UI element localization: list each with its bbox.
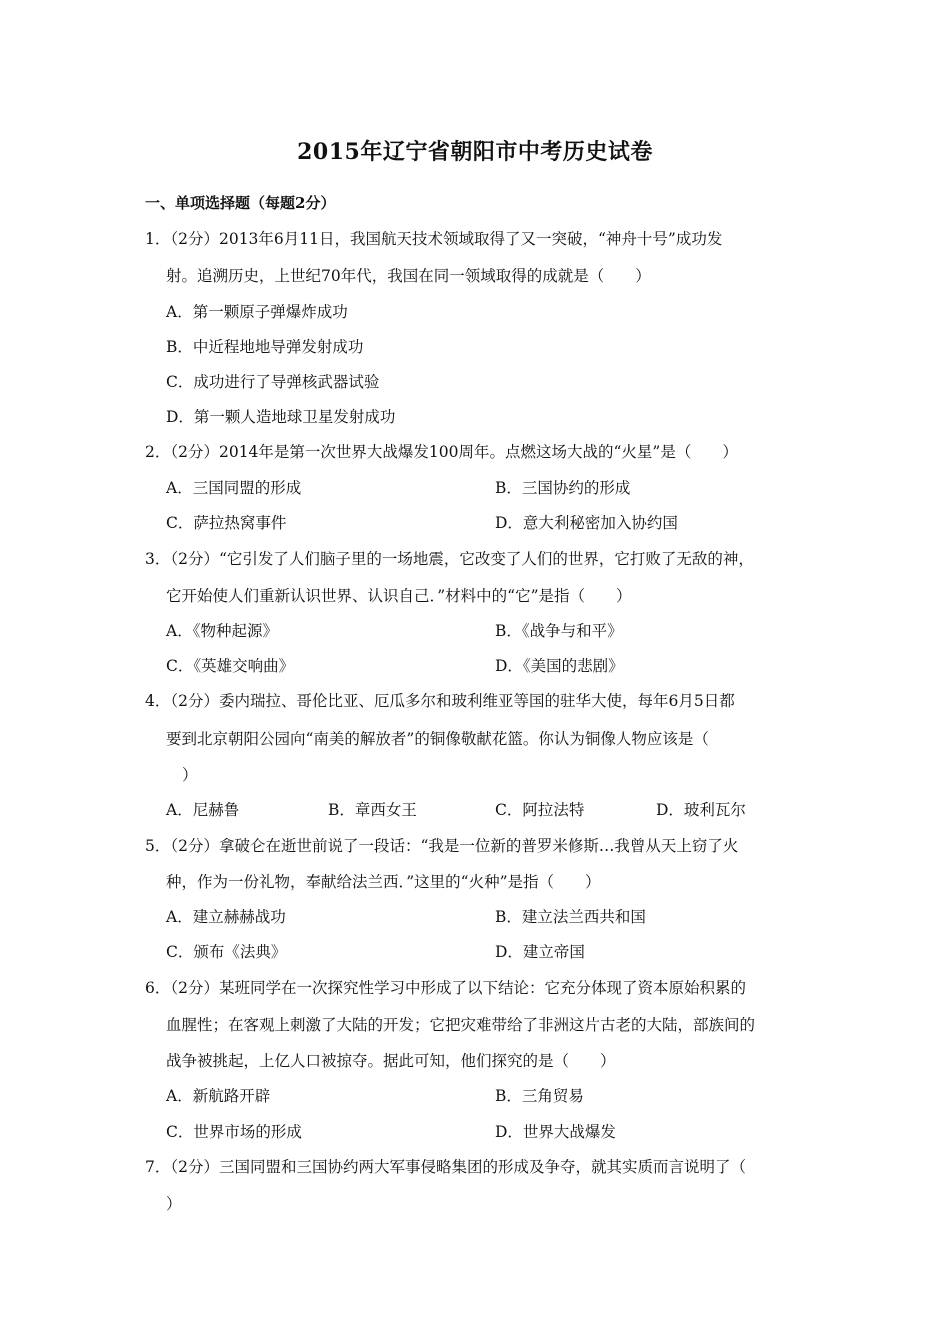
question-3-option-a: A．《物种起源》 bbox=[166, 622, 278, 640]
page-title: 2015年辽宁省朝阳市中考历史试卷 bbox=[297, 139, 653, 165]
question-3-option-b: B．《战争与和平》 bbox=[495, 622, 623, 640]
question-6-line-2: 血腥性；在客观上刺激了大陆的开发；它把灾难带给了非洲这片古老的大陆，部族间的 bbox=[166, 1016, 756, 1034]
question-4-line-1: 4．（2分）委内瑞拉、哥伦比亚、厄瓜多尔和玻利维亚等国的驻华大使，每年6月5日都 bbox=[145, 692, 735, 710]
question-5-line-2: 种，作为一份礼物，奉献给法兰西．”这里的“火种”是指（ ） bbox=[166, 873, 601, 891]
question-2-option-d: D．意大利秘密加入协约国 bbox=[495, 514, 678, 532]
question-3-line-2: 它开始使人们重新认识世界、认识自己．”材料中的“它”是指（ ） bbox=[166, 587, 632, 605]
question-3-line-1: 3．（2分）“它引发了人们脑子里的一场地震，它改变了人们的世界，它打败了无敌的神， bbox=[145, 550, 754, 568]
question-5-option-b: B．建立法兰西共和国 bbox=[495, 908, 646, 926]
question-4-option-c: C．阿拉法特 bbox=[495, 801, 585, 819]
question-6-line-3: 战争被挑起，上亿人口被掠夺。据此可知，他们探究的是（ ） bbox=[166, 1052, 616, 1070]
question-6-line-1: 6．（2分）某班同学在一次探究性学习中形成了以下结论：它充分体现了资本原始积累的 bbox=[145, 979, 746, 997]
question-4-option-d: D．玻利瓦尔 bbox=[656, 801, 746, 819]
question-7-line-2: ） bbox=[166, 1195, 182, 1213]
question-6-option-c: C．世界市场的形成 bbox=[166, 1123, 302, 1141]
section-heading: 一、单项选择题（每题2分） bbox=[145, 194, 336, 212]
question-1-line-2: 射。追溯历史，上世纪70年代，我国在同一领域取得的成就是（ ） bbox=[166, 267, 651, 285]
question-4-option-a: A．尼赫鲁 bbox=[166, 801, 240, 819]
question-6-option-a: A．新航路开辟 bbox=[166, 1087, 271, 1105]
question-1-option-b: B．中近程地地导弹发射成功 bbox=[166, 338, 364, 356]
question-6-option-b: B．三角贸易 bbox=[495, 1087, 584, 1105]
question-4-line-3: ） bbox=[182, 766, 198, 784]
question-2-option-b: B．三国协约的形成 bbox=[495, 479, 631, 497]
question-5-option-c: C．颁布《法典》 bbox=[166, 943, 287, 961]
question-6-option-d: D．世界大战爆发 bbox=[495, 1123, 616, 1141]
question-3-option-c: C．《英雄交响曲》 bbox=[166, 657, 295, 675]
question-1-option-c: C．成功进行了导弹核武器试验 bbox=[166, 373, 380, 391]
question-2-line-1: 2．（2分）2014年是第一次世界大战爆发100周年。点燃这场大战的“火星”是（ ） bbox=[145, 443, 738, 461]
question-1-option-d: D．第一颗人造地球卫星发射成功 bbox=[166, 408, 396, 426]
question-4-option-b: B．章西女王 bbox=[328, 801, 417, 819]
question-4-line-2: 要到北京朝阳公园向“南美的解放者”的铜像敬献花篮。你认为铜像人物应该是（ bbox=[166, 730, 709, 748]
question-2-option-c: C．萨拉热窝事件 bbox=[166, 514, 287, 532]
question-1-line-1: 1．（2分）2013年6月11日，我国航天技术领域取得了又一突破，“神舟十号”成功发 bbox=[145, 230, 723, 248]
question-5-option-d: D．建立帝国 bbox=[495, 943, 585, 961]
question-5-line-1: 5．（2分）拿破仑在逝世前说了一段话：“我是一位新的普罗米修斯…我曾从天上窃了火 bbox=[145, 837, 739, 855]
question-1-option-a: A．第一颗原子弹爆炸成功 bbox=[166, 303, 348, 321]
question-2-option-a: A．三国同盟的形成 bbox=[166, 479, 302, 497]
question-3-option-d: D．《美国的悲剧》 bbox=[495, 657, 624, 675]
question-7-line-1: 7．（2分）三国同盟和三国协约两大军事侵略集团的形成及争夺，就其实质而言说明了（ bbox=[145, 1158, 746, 1176]
question-5-option-a: A．建立赫赫战功 bbox=[166, 908, 286, 926]
